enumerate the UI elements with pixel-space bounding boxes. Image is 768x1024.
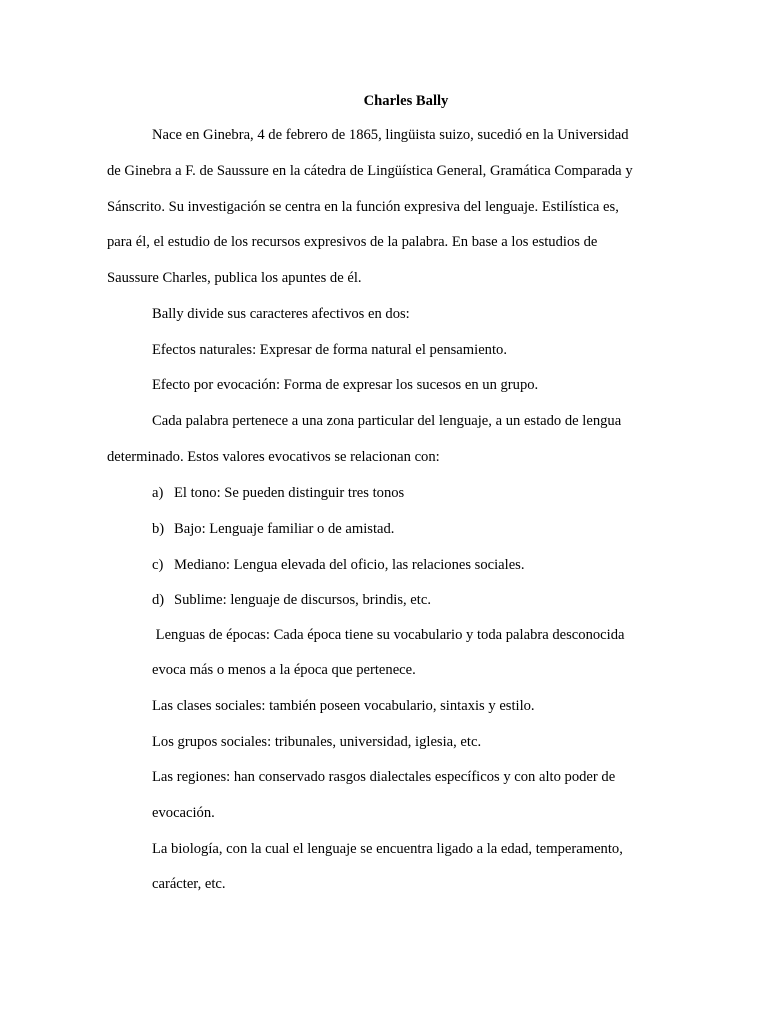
paragraph-natural-effects: Efectos naturales: Expresar de forma natural el pensamiento.	[152, 342, 507, 358]
paragraph-social-groups: Los grupos sociales: tribunales, universidad, iglesia, etc.	[152, 734, 482, 750]
text-line: Lenguas de épocas: Cada época tiene su vocabulario y toda palabra desconocida	[152, 627, 625, 643]
text-line: Sánscrito. Su investigación se centra en la función expresiva del lenguaje. Estilística es,	[107, 199, 619, 215]
text-line: de Ginebra a F. de Saussure en la cátedra de Lingüística General, Gramática Comparada y	[107, 163, 633, 179]
list-item-text: Mediano: Lengua elevada del oficio, las relaciones sociales.	[174, 557, 525, 573]
list-item-text: Sublime: lenguaje de discursos, brindis, etc.	[174, 592, 431, 608]
text-line: Saussure Charles, publica los apuntes de él.	[107, 270, 362, 286]
list-item	[152, 518, 394, 540]
list-item	[152, 482, 404, 504]
list-marker: c)	[152, 557, 164, 573]
paragraph-social-classes: Las clases sociales: también poseen vocabulario, sintaxis y estilo.	[152, 698, 535, 714]
paragraph-affective: Bally divide sus caracteres afectivos en dos:	[152, 306, 410, 322]
text-line: La biología, con la cual el lenguaje se encuentra ligado a la edad, temperamento,	[152, 841, 623, 857]
text-line: Cada palabra pertenece a una zona particular del lenguaje, a un estado de lengua	[152, 413, 622, 429]
list-marker: d)	[152, 592, 165, 608]
list-marker: b)	[152, 521, 165, 537]
text-line: evoca más o menos a la época que pertenece.	[152, 662, 416, 678]
text-line: para él, el estudio de los recursos expresivos de la palabra. En base a los estudios de	[107, 234, 598, 250]
document-title: Charles Bally	[363, 93, 449, 109]
list-item	[152, 554, 525, 576]
text-line: determinado. Estos valores evocativos se relacionan con:	[107, 449, 440, 465]
list-item	[152, 589, 431, 611]
list-marker: a)	[152, 485, 164, 501]
text-line: Las regiones: han conservado rasgos dialectales específicos y con alto poder de	[152, 769, 616, 785]
paragraph-evocation-effect: Efecto por evocación: Forma de expresar los sucesos en un grupo.	[152, 377, 539, 393]
list-item-text: Bajo: Lenguaje familiar o de amistad.	[174, 521, 395, 537]
list-item-text: El tono: Se pueden distinguir tres tonos	[174, 485, 405, 501]
text-line: Nace en Ginebra, 4 de febrero de 1865, lingüista suizo, sucedió en la Universidad	[152, 127, 629, 143]
text-line: carácter, etc.	[152, 876, 226, 892]
text-line: evocación.	[152, 805, 215, 821]
